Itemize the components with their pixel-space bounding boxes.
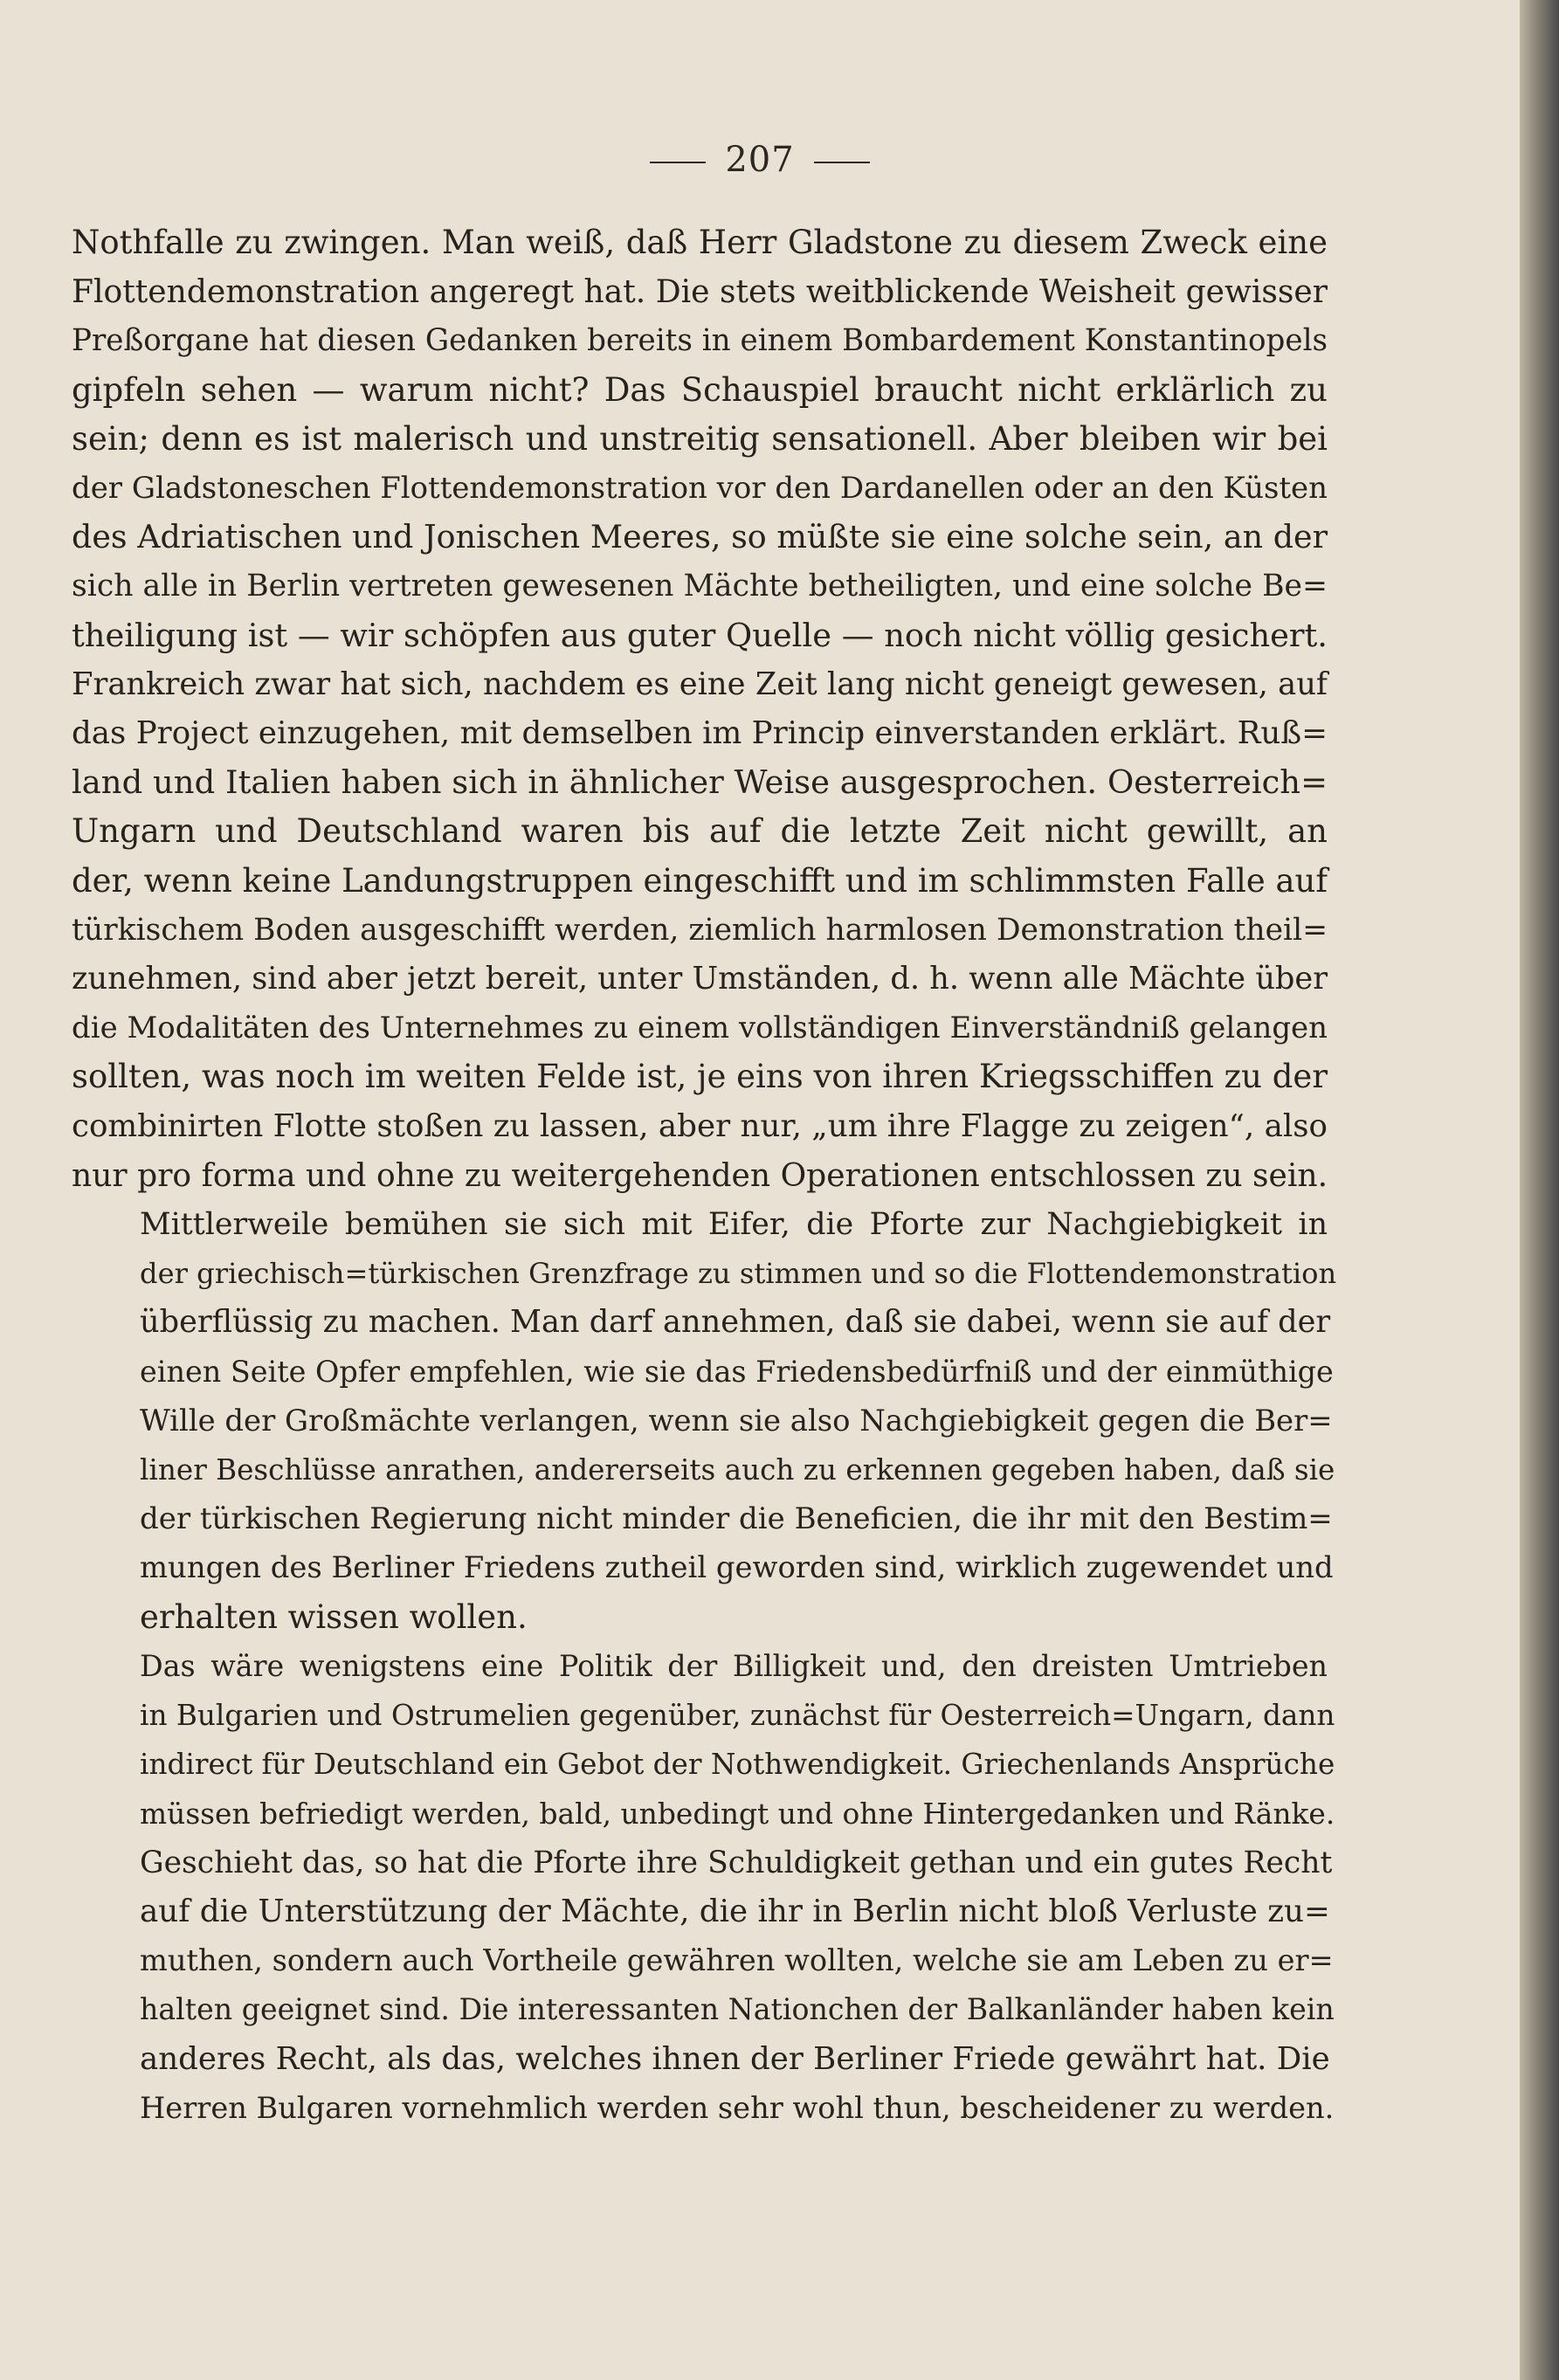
text-line: türkischem Boden ausgeschifft werden, ziemlich harmlosen Demonstration theil=	[72, 912, 1328, 948]
text-line: der, wenn keine Landungstruppen eingeschifft und im schlimmsten Falle auf	[72, 861, 1328, 900]
text-line: des Adriatischen und Jonischen Meeres, so müßte sie eine solche sein, an der	[72, 518, 1328, 556]
header-dash-right	[814, 162, 870, 163]
text-line: land und Italien haben sich in ähnlicher Weise ausgesprochen. Oesterreich=	[72, 763, 1328, 802]
text-line: der griechisch=türkischen Grenzfrage zu stimmen und so die Flottendemonstration	[140, 1257, 1337, 1291]
text-line: gipfeln sehen — warum nicht? Das Schauspiel braucht nicht erklärlich zu	[72, 370, 1328, 409]
text-line: der Gladstoneschen Flottendemonstration vor den Dardanellen oder an den Küsten	[72, 471, 1328, 507]
text-line: erhalten wissen wollen.	[140, 1597, 528, 1636]
text-line: einen Seite Opfer empfehlen, wie sie das Friedensbedürfniß und der einmüthige	[140, 1354, 1334, 1389]
paragraph	[72, 1642, 1335, 2133]
text-line: anderes Recht, als das, welches ihnen der Berliner Friede gewährt hat. Die	[140, 2040, 1330, 2077]
text-line: überflüssig zu machen. Man darf annehmen, daß sie dabei, wenn sie auf der	[140, 1304, 1331, 1341]
text-line: die Modalitäten des Unternehmes zu einem vollständigen Einverständniß gelangen	[72, 1011, 1328, 1046]
text-line: Preßorgane hat diesen Gedanken bereits in einem Bombardement Konstantinopels	[72, 323, 1328, 359]
text-line: Geschieht das, so hat die Pforte ihre Schuldigkeit gethan und ein gutes Recht	[140, 1845, 1333, 1880]
text-line: sollten, was noch im weiten Felde ist, je eins von ihren Kriegsschiffen zu der	[72, 1058, 1328, 1096]
text-line: Ungarn und Deutschland waren bis auf die letzte Zeit nicht gewillt, an	[72, 812, 1328, 851]
text-line: Nothfalle zu zwingen. Man weiß, daß Herr Gladstone zu diesem Zweck eine	[72, 224, 1328, 261]
text-line: liner Beschlüsse anrathen, andererseits auch zu erkennen gegeben haben, daß sie	[140, 1453, 1335, 1487]
text-line: auf die Unterstützung der Mächte, die ihr in Berlin nicht bloß Verluste zu=	[140, 1893, 1330, 1929]
text-line: Herren Bulgaren vornehmlich werden sehr wohl thun, bescheidener zu werden.	[140, 2090, 1335, 2125]
text-line: Frankreich zwar hat sich, nachdem es eine Zeit lang nicht geneigt gewesen, auf	[72, 666, 1328, 702]
page-edge	[1520, 0, 1559, 2380]
paragraph	[72, 218, 1328, 1200]
text-line: nur pro forma und ohne zu weitergehenden Operationen entschlossen zu sein.	[72, 1156, 1328, 1194]
text-line: sich alle in Berlin vertreten gewesenen Mächte betheiligten, und eine solche Be=	[72, 569, 1328, 604]
text-line: müssen befriedigt werden, bald, unbedingt und ohne Hintergedanken und Ränke.	[140, 1796, 1335, 1831]
text-line: Das wäre wenigstens eine Politik der Billigkeit und, den dreisten Umtrieben	[140, 1648, 1328, 1683]
text-line: halten geeignet sind. Die interessanten Nationchen der Balkanländer haben kein	[140, 1992, 1335, 2027]
text-line: in Bulgarien und Ostrumelien gegenüber, zunächst für Oesterreich=Ungarn, dann	[140, 1699, 1335, 1733]
text-line: combinirten Flotte stoßen zu lassen, aber nur, „um ihre Flagge zu zeigen“, also	[72, 1107, 1328, 1144]
text-line: sein; denn es ist malerisch und unstreitig sensationell. Aber bleiben wir bei	[72, 419, 1328, 458]
text-line: theiligung ist — wir schöpfen aus guter Quelle — noch nicht völlig gesichert.	[72, 616, 1328, 654]
text-line: Flottendemonstration angeregt hat. Die stets weitblickende Weisheit gewisser	[72, 273, 1328, 311]
body-text	[72, 218, 1337, 2133]
text-line: der türkischen Regierung nicht minder die Beneficien, die ihr mit den Bestim=	[140, 1501, 1333, 1537]
page-number: 207	[725, 140, 795, 180]
page-header	[0, 140, 1520, 180]
text-line: Mittlerweile bemühen sie sich mit Eifer, die Pforte zur Nachgiebigkeit in	[140, 1207, 1328, 1243]
text-line: indirect für Deutschland ein Gebot der Nothwendigkeit. Griechenlands Ansprüche	[140, 1748, 1335, 1782]
text-line: muthen, sondern auch Vortheile gewähren wollten, welche sie am Leben zu er=	[140, 1943, 1334, 1978]
header-dash-left	[650, 162, 706, 163]
text-line: zunehmen, sind aber jetzt bereit, unter Umständen, d. h. wenn alle Mächte über	[72, 961, 1328, 997]
text-line: das Project einzugehen, mit demselben im Princip einverstanden erklärt. Ruß=	[72, 715, 1328, 752]
text-line: Wille der Großmächte verlangen, wenn sie also Nachgiebigkeit gegen die Ber=	[140, 1403, 1333, 1438]
text-line: mungen des Berliner Friedens zutheil geworden sind, wirklich zugewendet und	[140, 1550, 1334, 1585]
paragraph	[72, 1200, 1337, 1642]
